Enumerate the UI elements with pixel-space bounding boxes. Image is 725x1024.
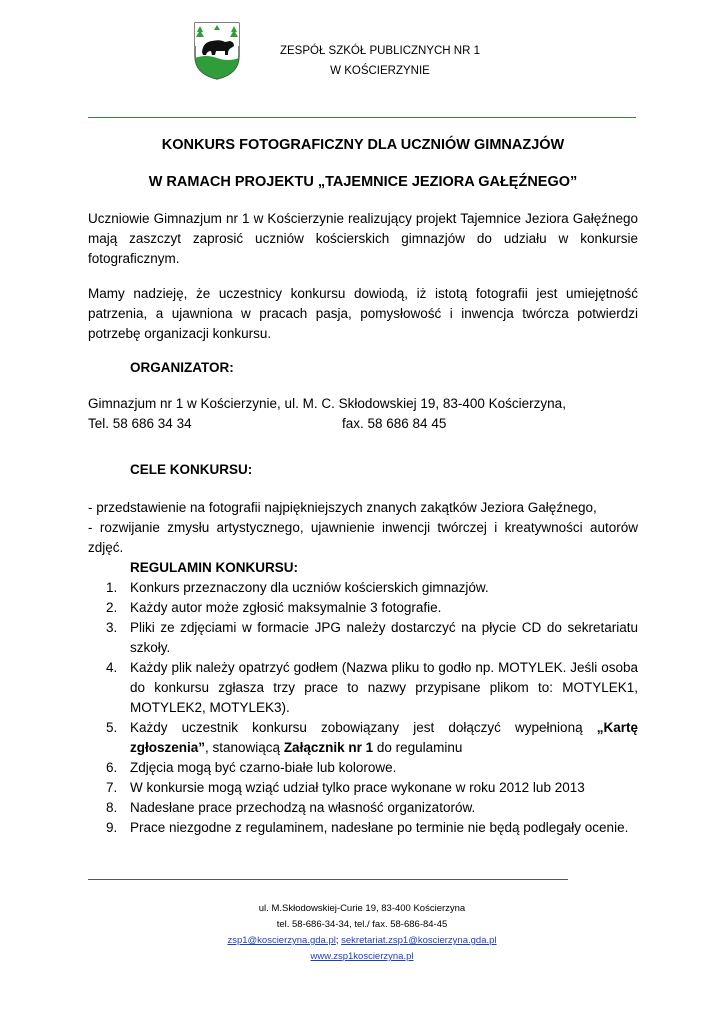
rule-item: 5. Każdy uczestnik konkursu zobowiązany jest dołączyć wypełnioną „Kartę zgłoszenia”, stanowiącą Załącznik nr 1 do regulaminu	[106, 720, 638, 755]
rule-item: 6. Zdjęcia mogą być czarno-białe lub kolorowe.	[106, 760, 397, 775]
footer-address: ul. M.Skłodowskiej-Curie 19, 83-400 Kościerzyna	[258, 903, 466, 914]
organizer-fax: fax. 58 686 84 45	[342, 416, 447, 431]
school-name-line2: W KOŚCIERZYNIE	[330, 65, 430, 77]
intro-paragraph-2: Mamy nadzieję, że uczestnicy konkursu dowiodą, iż istotą fotografii jest umiejętność patrzenia, a ujawniona w pracach pasja, pomysłowość i inwencja twórcza potwierdzi potrzebę organizacji konkursu.	[88, 286, 638, 341]
rule-item: 2. Każdy autor może zgłosić maksymalnie 3 fotografie.	[106, 600, 442, 615]
rule-item: 3. Pliki ze zdjęciami w formacie JPG należy dostarczyć na płycie CD do sekretariatu szkoły.	[106, 620, 638, 655]
organizer-address: Gimnazjum nr 1 w Kościerzynie, ul. M. C. Skłodowskiej 19, 83-400 Kościerzyna,	[88, 396, 566, 411]
school-name	[250, 41, 510, 81]
goal-item: - przedstawienie na fotografii najpiękniejszych znanych zakątków Jeziora Gałęźnego,	[88, 500, 597, 515]
footer-phones: tel. 58-686-34-34, tel./ fax. 58-686-84-45	[276, 919, 448, 930]
intro-paragraph-1: Uczniowie Gimnazjum nr 1 w Kościerzynie realizujący projekt Tajemnice Jeziora Gałęźnego mają zaszczyt zaprosić uczniów kościerskich gimnazjów do udziału w konkursie fotograficznym.	[88, 211, 638, 266]
bear-crest-icon	[194, 22, 240, 80]
footer-emails	[160, 933, 564, 949]
organizer-tel: Tel. 58 686 34 34	[88, 416, 192, 431]
school-name-line1: ZESPÓŁ SZKÓŁ PUBLICZNYCH NR 1	[279, 45, 481, 57]
header-divider	[88, 117, 636, 118]
email-link-secretariat[interactable]: sekretariat.zsp1@koscierzyna.gda.pl	[341, 935, 497, 946]
email-separator: ;	[335, 935, 342, 946]
rules-heading: REGULAMIN KONKURSU:	[130, 560, 298, 575]
document-body	[88, 126, 638, 838]
footer-divider	[88, 879, 568, 880]
entry-form-name: „Kartę zgłoszenia”	[130, 720, 638, 755]
goals-list	[88, 498, 638, 558]
rules-list	[88, 578, 638, 838]
rule-item: 7. W konkursie mogą wziąć udział tylko prace wykonane w roku 2012 lub 2013	[106, 780, 585, 795]
organizer-heading: ORGANIZATOR:	[130, 360, 234, 375]
footer	[160, 901, 564, 965]
rule-item: 1. Konkurs przeznaczony dla uczniów kościerskich gimnazjów.	[106, 580, 489, 595]
page-title: KONKURS FOTOGRAFICZNY DLA UCZNIÓW GIMNAZJÓW	[161, 137, 565, 153]
organizer-contact	[88, 394, 638, 434]
rule-item: 9. Prace niezgodne z regulaminem, nadesłane po terminie nie będą podlegały ocenie.	[106, 820, 629, 835]
website-link[interactable]: www.zsp1koscierzyna.pl	[310, 951, 414, 962]
goals-heading: CELE KONKURSU:	[130, 462, 253, 477]
rule-item: 4. Każdy plik należy opatrzyć godłem (Nazwa pliku to godło np. MOTYLEK. Jeśli osoba do konkursu zgłasza trzy prace to nazwy przypisane plikom to: MOTYLEK1, MOTYLEK2, MOTYLEK3).	[106, 660, 638, 715]
email-link-zsp1[interactable]: zsp1@koscierzyna.gda.pl	[227, 935, 336, 946]
rule-item: 8. Nadesłane prace przechodzą na własność organizatorów.	[106, 800, 476, 815]
attachment-name: Załącznik nr 1	[283, 740, 374, 755]
goal-item: - rozwijanie zmysłu artystycznego, ujawnienie inwencji twórczej i kreatywności autorów zdjęć.	[88, 520, 638, 555]
organizer-phone-line	[88, 414, 638, 434]
page-subtitle: W RAMACH PROJEKTU „TAJEMNICE JEZIORA GAŁĘŹNEGO”	[148, 174, 578, 190]
